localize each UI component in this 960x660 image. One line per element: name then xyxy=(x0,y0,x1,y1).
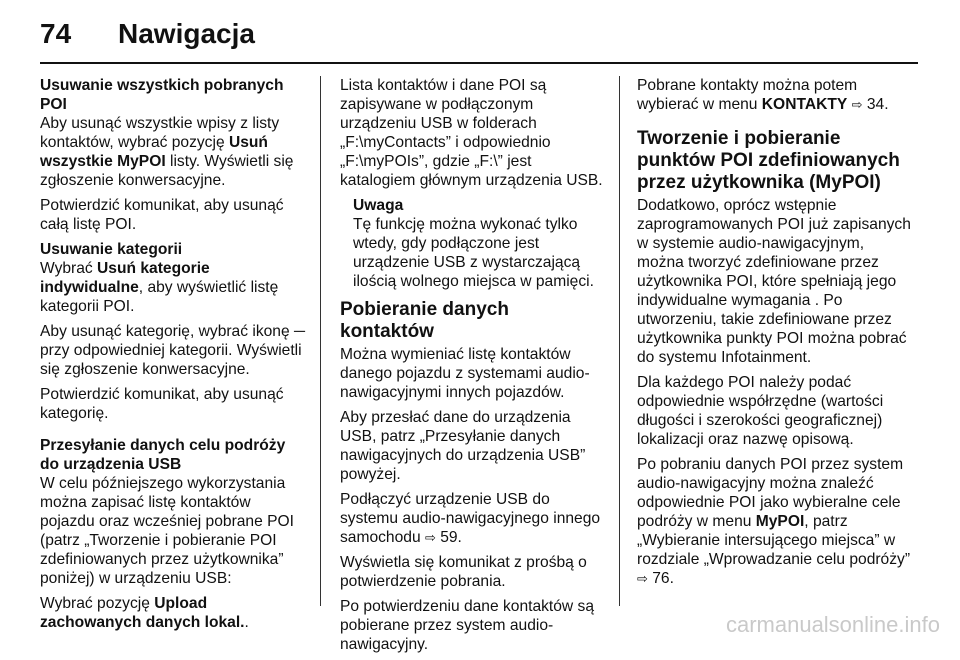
note-text: Tę funkcję można wykonać tylko wtedy, gdy podłączone jest urządzenie USB z wystarczającą ilością wolnego miejsca w pamięci. xyxy=(353,216,594,290)
column-1 xyxy=(40,76,308,638)
menu-item-ref: Usuń kategorie indywidualne xyxy=(40,260,210,296)
paragraph-coordinates: Dla każdego POI należy podać odpowiednie współrzędne (wartości długości i szerokości geograficznej) lokalizacji oraz nazwę opisową. xyxy=(637,374,884,448)
text: , aby wyświetlić listę kategorii POI. xyxy=(40,279,279,315)
column-3 xyxy=(637,76,912,594)
paragraph-upload-select xyxy=(40,594,308,632)
page-reference: 34. xyxy=(862,96,889,113)
paragraph-after-confirm: Po potwierdzeniu dane kontaktów są pobierane przez system audio-nawigacyjny. xyxy=(340,598,594,653)
paragraph-confirm-prompt: Wyświetla się komunikat z prośbą o potwierdzenie pobrania. xyxy=(340,554,587,590)
page-reference-arrow-icon: ⇨ xyxy=(424,530,436,545)
paragraph-select-categories xyxy=(40,259,308,316)
heading-delete-categories: Usuwanie kategorii xyxy=(40,241,183,258)
page-reference: 59. xyxy=(435,529,462,546)
column-2 xyxy=(340,76,605,660)
menu-item-ref: MyPOI xyxy=(755,513,805,530)
page-reference: 76. xyxy=(647,570,674,587)
paragraph-mypoi-intro: Dodatkowo, oprócz wstępnie zaprogramowanych POI już zapisanych w systemie audio-nawigacyjnym, można tworzyć zdefiniowane przez użytkownika POI, które spełniają jego indywidualne wymagania . Po utworzeniu, takie zdefiniowane przez użytkownika punkty POI można pobrać do systemu Infotainment. xyxy=(637,197,911,366)
watermark: carmanualsonline.info xyxy=(725,612,940,637)
paragraph-usb-folders: Lista kontaktów i dane POI są zapisywane w podłączonym urządzeniu USB w folderach „F:\myContacts” i odpowiednio „F:\myPOIs”, gdzie „F:\” jest katalogiem głównym urządzenia USB. xyxy=(340,77,603,189)
page-number: 74 xyxy=(40,18,72,49)
heading-download-contacts: Pobieranie danych kontaktów xyxy=(340,299,509,342)
text: , patrz „Wybieranie intersującego miejsca” w rozdziale „Wprowadzanie celu podróży” xyxy=(637,513,911,568)
paragraph-confirm-delete: Potwierdzić komunikat, aby usunąć całą listę POI. xyxy=(40,197,284,233)
section-title: Nawigacja xyxy=(118,18,255,49)
menu-item-ref: Usuń wszystkie MyPOI xyxy=(40,134,268,170)
paragraph-confirm-category: Potwierdzić komunikat, aby usunąć kategorię. xyxy=(40,386,284,422)
note-box xyxy=(340,196,605,291)
text: . xyxy=(244,614,249,631)
paragraph-upload-intro: W celu późniejszego wykorzystania można zapisać listę kontaktów pojazdu oraz wcześniej pobrane POI (patrz „Tworzenie i pobieranie POI zdefiniowanych przez użytkownika” poniżej) w urządzeniu USB: xyxy=(40,475,294,587)
paragraph-find-mypoi xyxy=(637,455,912,588)
menu-item-ref: KONTAKTY xyxy=(761,96,848,113)
page-reference-arrow-icon: ⇨ xyxy=(637,571,648,586)
paragraph-transfer-usb: Aby przesłać dane do urządzenia USB, patrz „Przesyłanie danych nawigacyjnych do urządzenia USB” powyżej. xyxy=(340,409,586,483)
heading-create-mypoi: Tworzenie i pobieranie punktów POI zdefiniowanych przez użytkownika (MyPOI) xyxy=(637,128,900,193)
text: Wybrać pozycję xyxy=(40,595,155,612)
paragraph-delete-category-icon: Aby usunąć kategorię, wybrać ikonę ─ przy odpowiedniej kategorii. Wyświetli się zgłoszenie konwersacyjne. xyxy=(40,323,306,378)
paragraph-exchange-contacts: Można wymieniać listę kontaktów danego pojazdu z systemami audio-nawigacyjnymi innych pojazdów. xyxy=(340,346,590,401)
paragraph-delete-all xyxy=(40,114,308,190)
heading-upload-usb: Przesyłanie danych celu podróży do urządzenia USB xyxy=(40,437,286,473)
text: Aby usunąć wszystkie wpisy z listy kontaktów, wybrać pozycję xyxy=(40,115,280,151)
column-divider-1 xyxy=(320,76,321,606)
text: Po pobraniu danych POI przez system audio-nawigacyjny można znaleźć odpowiednie POI jako wybieralne cele podróży w menu xyxy=(637,456,904,530)
text: Pobrane kontakty można potem wybierać w menu xyxy=(637,77,858,113)
page-reference-arrow-icon: ⇨ xyxy=(851,97,863,112)
paragraph-connect-usb xyxy=(340,490,605,547)
header-rule xyxy=(40,62,918,64)
paragraph-downloaded-contacts xyxy=(637,76,912,114)
text: listy. Wyświetli się zgłoszenie konwersacyjne. xyxy=(40,153,294,189)
heading-delete-all-poi: Usuwanie wszystkich pobranych POI xyxy=(40,77,284,113)
text: Podłączyć urządzenie USB do systemu audio-nawigacyjnego innego samochodu xyxy=(340,491,601,546)
text: Wybrać xyxy=(40,260,98,277)
menu-item-ref: Upload zachowanych danych lokal. xyxy=(40,595,245,631)
page-header xyxy=(40,14,255,54)
column-divider-2 xyxy=(619,76,620,606)
note-title: Uwaga xyxy=(353,197,404,214)
